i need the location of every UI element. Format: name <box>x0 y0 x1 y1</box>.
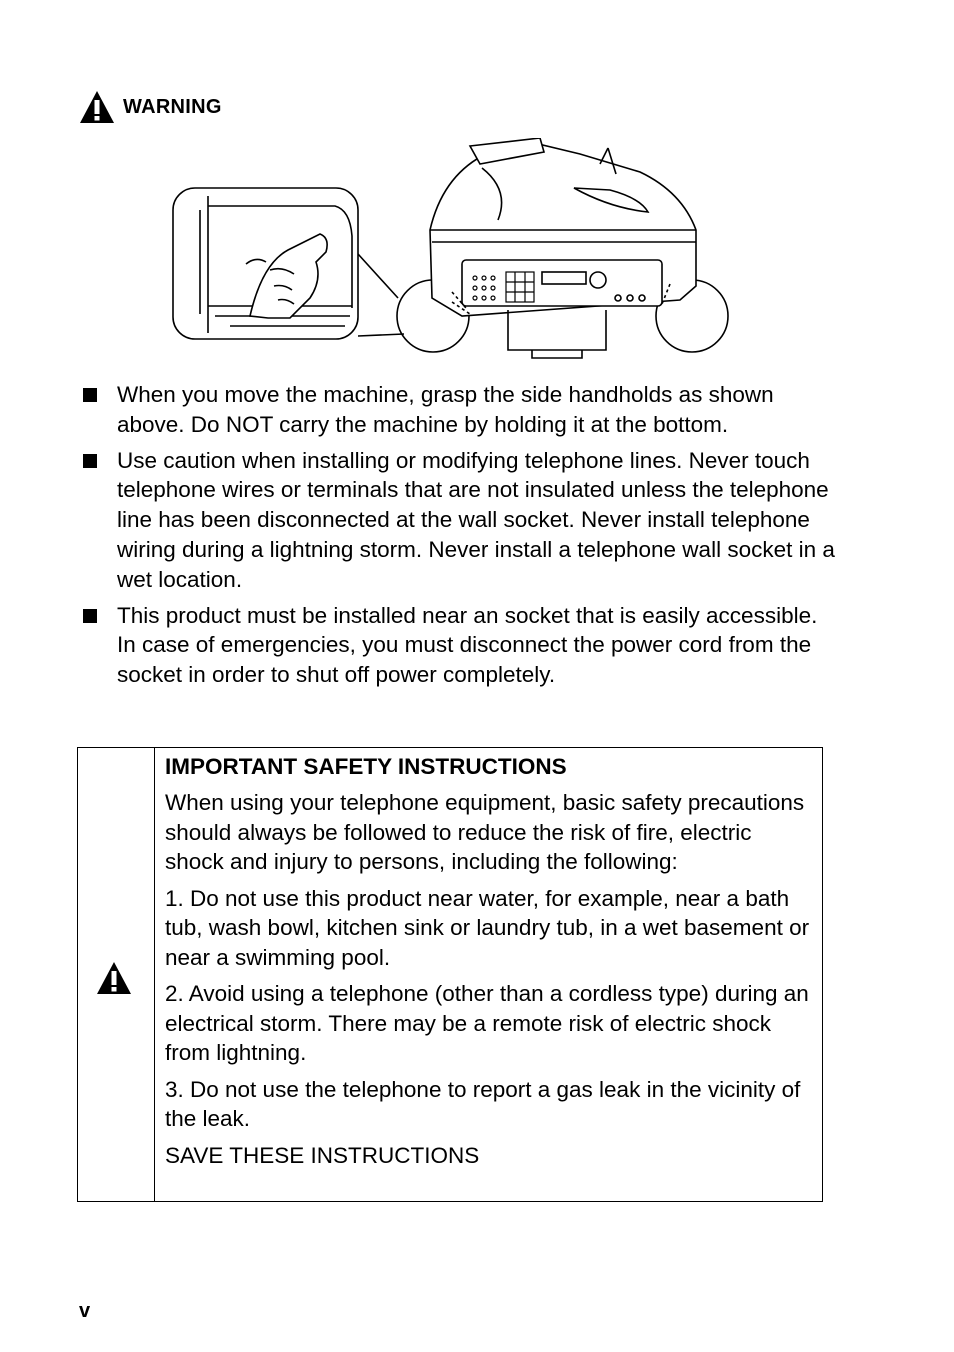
list-item <box>79 380 839 440</box>
safety-item: 2. Avoid using a telephone (other than a cordless type) during an electrical storm. There may be a remote risk of electric shock from lightning. <box>165 981 809 1065</box>
bullet-square-icon <box>83 388 97 402</box>
bullet-text: Use caution when installing or modifying telephone lines. Never touch telephone wires or terminals that are not insulated unless the telephone line has been disconnected at the wall socket. Never install telephone wiring during a lightning storm. Never install a telephone wall socket in a wet location. <box>117 447 835 592</box>
bullet-square-icon <box>83 454 97 468</box>
bullet-text: When you move the machine, grasp the side handholds as shown above. Do NOT carry the machine by holding it at the bottom. <box>117 382 774 437</box>
warning-header <box>79 90 222 124</box>
safety-icon-cell <box>78 748 155 1201</box>
bullet-list <box>79 380 839 696</box>
safety-intro: When using your telephone equipment, basic safety precautions should always be followed to reduce the risk of fire, electric shock and injury to persons, including the following: <box>165 790 805 874</box>
bullet-text: This product must be installed near an socket that is easily accessible. In case of emergencies, you must disconnect the power cord from the socket in order to shut off power completely. <box>117 602 818 688</box>
safety-item: 3. Do not use the telephone to report a gas leak in the vicinity of the leak. <box>165 1076 801 1131</box>
page-number: v <box>79 1300 91 1322</box>
safety-title: IMPORTANT SAFETY INSTRUCTIONS <box>165 754 567 779</box>
bullet-square-icon <box>83 609 97 623</box>
warning-label: WARNING <box>123 95 222 118</box>
warning-triangle-icon <box>96 961 132 995</box>
safety-item: 1. Do not use this product near water, for example, near a bath tub, wash bowl, kitchen sink or laundry tub, in a wet basement or near a swimming pool. <box>165 885 810 970</box>
machine-handhold-illustration <box>170 138 735 360</box>
list-item <box>79 446 839 595</box>
warning-triangle-icon <box>79 90 115 124</box>
safety-instructions-box <box>77 747 823 1202</box>
safety-text-cell <box>155 748 822 1201</box>
safety-footer: SAVE THESE INSTRUCTIONS <box>165 1142 480 1168</box>
list-item <box>79 601 839 690</box>
